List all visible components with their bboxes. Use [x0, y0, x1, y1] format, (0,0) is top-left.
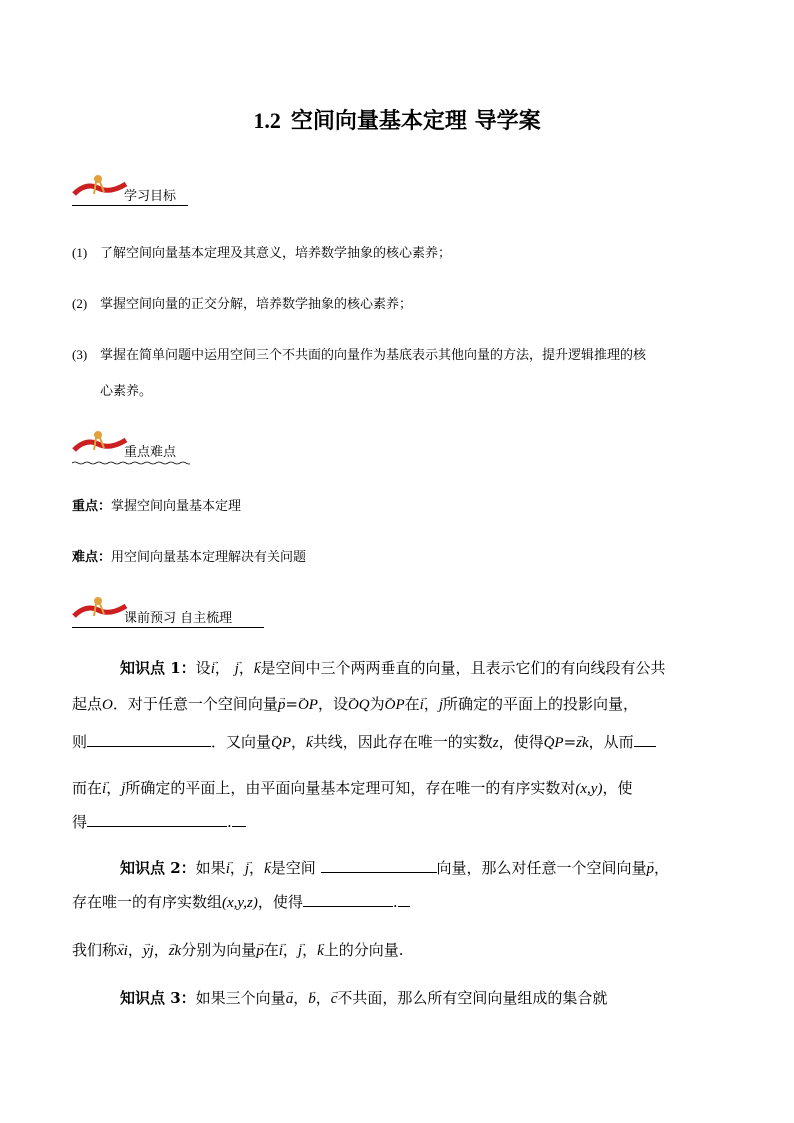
title-text: 空间向量基本定理 导学案: [290, 109, 541, 134]
kp3-line-1: 知识点 3：如果三个向量→ a，→ b，→ c不共面，那么所有空间向量组成的集合就: [120, 988, 607, 1009]
kp1-line-5: 得 .: [72, 812, 246, 832]
blank-answer[interactable]: [87, 732, 211, 747]
kp1-line-4: 而在→ i，→ j所确定的平面上，由平面向量基本定理可知，存在唯一的有序实数对(x,y)，使: [72, 778, 632, 799]
section-key: [72, 428, 190, 462]
section-badge-icon: [72, 594, 128, 620]
goal-item-3: (3) 掌握在简单问题中运用空间三个不共面的向量作为基底表示其他向量的方法，提升逻辑推理的核: [72, 347, 647, 363]
kp2-line-2: 存在唯一的有序实数组(x,y,z)，使得 .: [72, 892, 410, 913]
page-title: [0, 104, 794, 135]
blank-answer[interactable]: [87, 812, 227, 827]
blank-answer[interactable]: [398, 892, 410, 907]
section-badge-icon: [72, 428, 128, 454]
blank-answer[interactable]: [634, 732, 656, 747]
section-badge-icon: [72, 172, 128, 198]
blank-answer[interactable]: [232, 812, 246, 827]
section-preview: [72, 594, 264, 628]
kp1-line-1: 知识点 1：设→ i， → j，→ k是空间中三个两两垂直的向量，且表示它们的有向线段有公共: [120, 658, 666, 679]
blank-answer[interactable]: [321, 858, 437, 873]
goal-item-2: (2) 掌握空间向量的正交分解，培养数学抽象的核心素养；: [72, 296, 413, 312]
section-underline: [72, 205, 188, 206]
section-goals-label: 学习目标: [124, 189, 177, 204]
section-wave-underline: [72, 461, 190, 465]
section-underline: [72, 627, 264, 628]
title-number: 1.2: [253, 108, 281, 133]
kp1-line-3: 则 ．又向量→ QP，→ k共线，因此存在唯一的实数z，使得→ QP=→ zk，从而: [72, 732, 656, 753]
kp2-line-3: 我们称→ xi，→ yj，→ zk分别为向量→ p在→ i，→ j，→ k上的分向量.: [72, 940, 404, 961]
kp2-line-1: 知识点 2：如果→ i，→ j，→ k是空间 向量，那么对任意一个空间向量→ p，: [120, 858, 669, 879]
key-point: 重点：掌握空间向量基本定理: [72, 499, 242, 514]
section-key-label: 重点难点: [124, 445, 177, 460]
goal-item-3-cont: 心素养。: [100, 384, 153, 399]
difficult-point: 难点：用空间向量基本定理解决有关问题: [72, 550, 307, 565]
goal-item-1: (1) 了解空间向量基本定理及其意义，培养数学抽象的核心素养；: [72, 245, 452, 261]
kp1-line-2: 起点O．对于任意一个空间向量→ p=→ OP，设→ OQ为→ OP在→ i，→ j所确定的平面上的投影向量，: [72, 694, 638, 715]
blank-answer[interactable]: [303, 892, 393, 907]
section-goals: [72, 172, 188, 206]
section-preview-label: 课前预习 自主梳理: [124, 611, 233, 626]
